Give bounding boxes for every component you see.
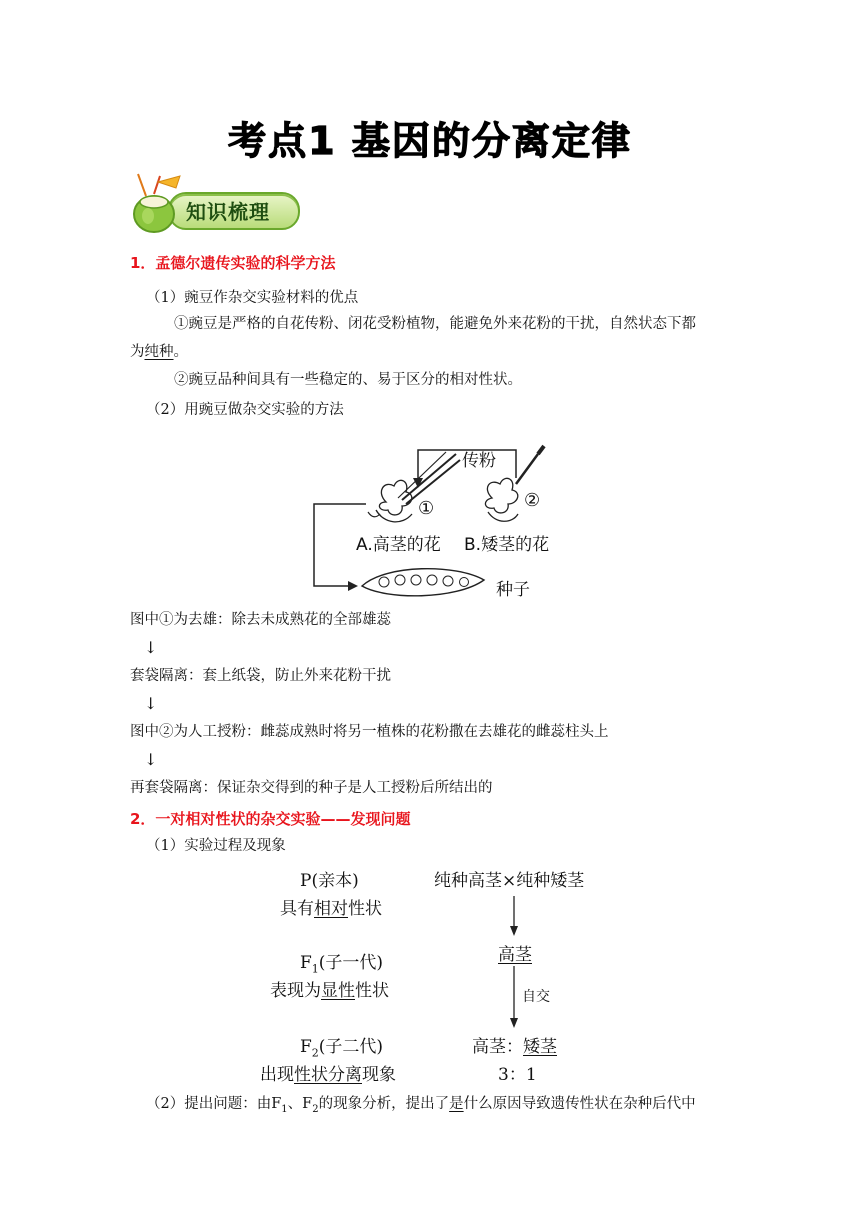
seed-pod-drawing — [362, 569, 484, 596]
point2: ②豌豆品种间具有一些稳定的、易于区分的相对性状。 — [174, 372, 522, 388]
p-label: P(亲本) — [300, 871, 359, 891]
down-arrow-icon: ↓ — [144, 694, 158, 713]
flower-a-drawing — [368, 452, 460, 522]
cross-text: 纯种高茎×纯种矮茎 — [434, 871, 585, 891]
f2-result-underlined: 矮茎 — [523, 1037, 557, 1057]
sub2-mid2: 的现象分析，提出了 — [318, 1096, 450, 1112]
sub2-pre: （2）提出问题：由F — [146, 1096, 282, 1112]
f2-result-pre: 高茎： — [472, 1037, 523, 1057]
section2-sub2 — [146, 1094, 696, 1120]
step-bagging: 套袋隔离：套上纸袋，防止外来花粉干扰 — [130, 668, 391, 684]
f2-label-post: (子二代) — [318, 1037, 384, 1057]
point1-pre: 为 — [130, 344, 145, 360]
section1-heading: 1．孟德尔遗传实验的科学方法 — [130, 254, 336, 272]
seeds-label: 种子 — [496, 580, 530, 600]
f1-desc — [270, 976, 389, 1001]
f1-desc-underlined: 显性 — [321, 981, 355, 1001]
f2-desc-pre: 出现 — [260, 1065, 294, 1085]
down-arrow-icon: ↓ — [144, 750, 158, 769]
selfing-label: 自交 — [522, 989, 550, 1005]
f1-result: 高茎 — [498, 945, 532, 965]
section1-sub2: （2）用豌豆做杂交实验的方法 — [146, 402, 344, 418]
p-desc-pre: 具有 — [280, 899, 314, 919]
mark-1: ① — [418, 498, 435, 519]
step-rebagging: 再套袋隔离：保证杂交得到的种子是人工授粉后所结出的 — [130, 780, 493, 796]
f2-ratio: 3：1 — [498, 1065, 537, 1085]
f2-desc — [260, 1060, 396, 1085]
point1-line2 — [130, 342, 188, 362]
step-emasculation: 图中①为去雄：除去未成熟花的全部雄蕊 — [130, 612, 391, 628]
step-pollination: 图中②为人工授粉：雌蕊成熟时将另一植株的花粉撒在去雄花的雌蕊柱头上 — [130, 724, 609, 740]
pollination-figure — [306, 440, 562, 600]
f1-label-post: (子一代) — [318, 953, 384, 973]
flower-a-label: A.高茎的花 — [356, 535, 441, 555]
p-desc — [280, 894, 382, 919]
f2-label-pre: F — [300, 1037, 312, 1057]
sub2-underlined: 是 — [449, 1096, 464, 1112]
coconut-icon — [128, 172, 192, 236]
point1-underlined: 纯种 — [144, 344, 174, 360]
p-desc-post: 性状 — [348, 899, 382, 919]
f2-result — [472, 1032, 557, 1057]
f2-desc-underlined: 性状分离 — [294, 1065, 362, 1085]
knowledge-badge — [128, 172, 298, 236]
sub2-mid: 、F — [287, 1096, 313, 1112]
page-title: 考点1 基因的分离定律 — [228, 119, 632, 163]
section1-sub1: （1）豌豆作杂交实验材料的优点 — [146, 290, 359, 306]
f1-desc-post: 性状 — [355, 981, 389, 1001]
point1-line1: ①豌豆是严格的自花传粉、闭花受粉植物，能避免外来花粉的干扰，自然状态下都 — [174, 316, 696, 332]
section2-heading: 2．一对相对性状的杂交实验——发现问题 — [130, 810, 411, 828]
f1-label — [300, 948, 383, 975]
sub2-subscript-1: 1 — [281, 1103, 288, 1115]
f2-label — [300, 1032, 383, 1059]
section2-sub1: （1）实验过程及现象 — [146, 838, 286, 854]
f1-desc-pre: 表现为 — [270, 981, 321, 1001]
sub2-subscript-2: 2 — [312, 1103, 319, 1115]
p-desc-underlined: 相对 — [314, 899, 348, 919]
cross-diagram — [252, 856, 612, 1088]
f2-subscript: 2 — [311, 1046, 319, 1060]
point1-post: 。 — [173, 344, 188, 360]
pollination-label: 传粉 — [462, 451, 496, 471]
badge-label: 知识梳理 — [186, 200, 270, 224]
f1-label-pre: F — [300, 953, 312, 973]
down-arrow-icon: ↓ — [144, 638, 158, 657]
f1-subscript: 1 — [311, 962, 319, 976]
flower-b-label: B.矮茎的花 — [464, 535, 550, 555]
sub2-post: 什么原因导致遗传性状在杂种后代中 — [463, 1096, 696, 1112]
f2-desc-post: 现象 — [362, 1065, 396, 1085]
mark-2: ② — [524, 490, 541, 511]
